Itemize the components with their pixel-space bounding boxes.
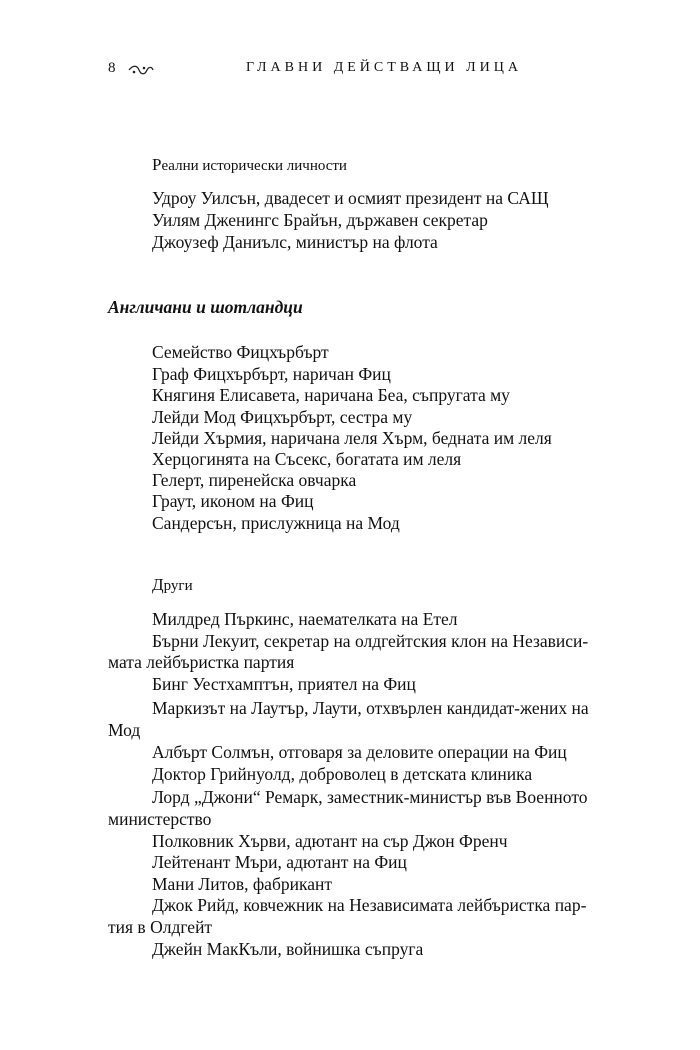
list-item: Лейди Хърмия, наричана леля Хърм, бедната им леля xyxy=(152,428,552,448)
list-item-continuation: мата лейбъристка партия xyxy=(108,652,295,672)
list-item-continuation: Мод xyxy=(108,720,141,740)
list-item: Албърт Солмън, отговаря за деловите операции на Фиц xyxy=(152,742,567,762)
list-item: Удроу Уилсън, двадесет и осмият президент на САЩ xyxy=(152,188,549,208)
list-item: Джоузеф Даниълс, министър на флота xyxy=(152,232,438,252)
list-item: Сандерсън, прислужница на Мод xyxy=(152,513,400,533)
list-item: Полковник Хърви, адютант на сър Джон Френч xyxy=(152,831,508,851)
list-item-continuation: министерство xyxy=(108,809,212,829)
list-item: Милдред Пъркинс, наемателката на Етел xyxy=(152,609,458,629)
list-item: Семейство Фицхърбърт xyxy=(152,342,329,362)
list-item: Лорд „Джони“ Ремарк, заместник-министър във Военното xyxy=(152,787,588,807)
list-item: Доктор Грийнуолд, доброволец в детската клиника xyxy=(152,764,533,784)
subheading-others: Други xyxy=(152,575,193,594)
list-item: Гелерт, пиренейска овчарка xyxy=(152,470,357,490)
list-item: Бърни Лекуит, секретар на олдгейтския клон на Независи- xyxy=(152,631,589,651)
list-item: Джок Рийд, ковчежник на Независимата лейбъристка пар- xyxy=(152,895,587,915)
list-item: Джейн МакКъли, войнишка съпруга xyxy=(152,939,424,959)
list-item: Лейтенант Мъри, адютант на Фиц xyxy=(152,852,407,872)
section-title-english: Англичани и шотландци xyxy=(108,297,303,317)
list-item: Херцогинята на Съсекс, богатата им леля xyxy=(152,449,462,469)
list-item: Княгиня Елисавета, наричана Беа, съпругата му xyxy=(152,385,510,405)
subheading-historical: Реални исторически личности xyxy=(152,155,347,174)
list-item: Граф Фицхърбърт, наричан Фиц xyxy=(152,364,391,384)
list-item: Маркизът на Лаутър, Лаути, отхвърлен кандидат-жених на xyxy=(152,698,589,718)
list-item: Мани Литов, фабрикант xyxy=(152,874,332,894)
fleuron-icon xyxy=(128,63,154,81)
page-header xyxy=(108,60,588,84)
list-item-continuation: тия в Олдгейт xyxy=(108,917,213,937)
list-item: Уилям Дженингс Брайън, държавен секретар xyxy=(152,210,488,230)
page-number: 8 xyxy=(108,60,116,76)
running-title: ГЛАВНИ ДЕЙСТВАЩИ ЛИЦА xyxy=(246,60,522,75)
list-item: Лейди Мод Фицхърбърт, сестра му xyxy=(152,407,413,427)
list-item: Бинг Уестхамптън, приятел на Фиц xyxy=(152,674,416,694)
list-item: Граут, иконом на Фиц xyxy=(152,491,314,511)
